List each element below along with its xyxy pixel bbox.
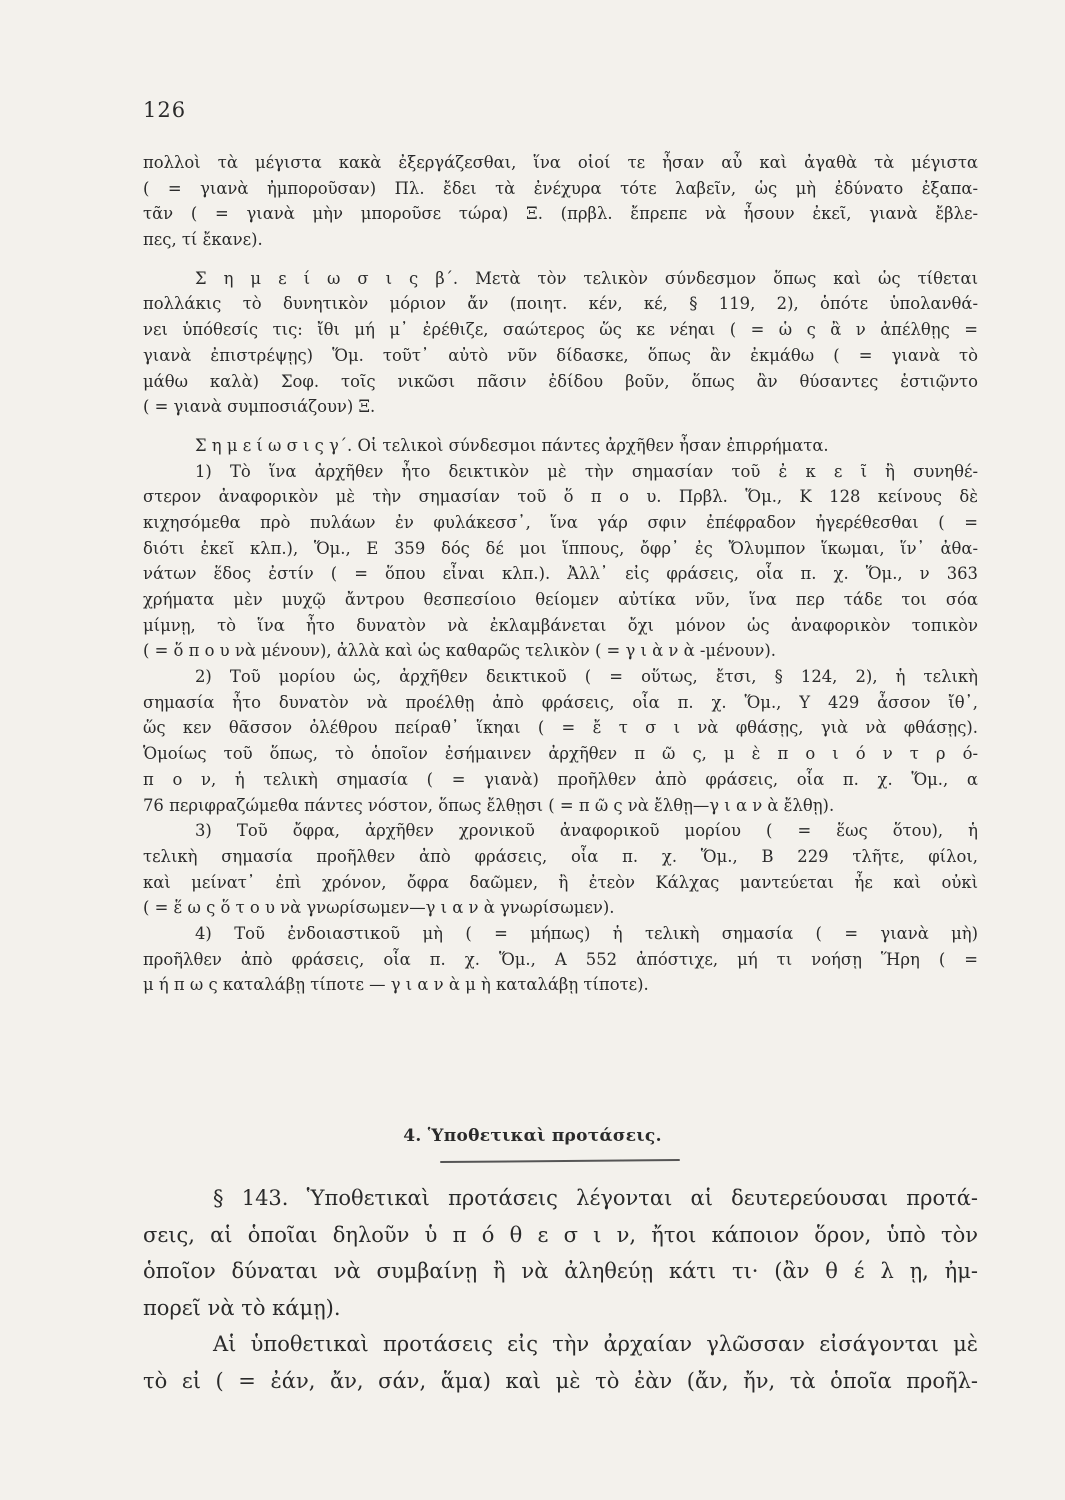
text-line: κιχησόμεθα πρὸ πυλάων ἐν φυλάκεσσ᾽, ἵνα γάρ σφιν ἐπέφραδον ἠγερέθεσθαι ( = — [143, 512, 978, 532]
text-line: πολλοὶ τὰ μέγιστα κακὰ ἐξεργάζεσθαι, ἵνα οἱοί τε ἦσαν αὖ καὶ ἀγαθὰ τὰ μέγιστα — [143, 153, 978, 172]
text-line: ( = γιανὰ ἠμποροῦσαν) Πλ. ἔδει τὰ ἐνέχυρα τότε λαβεῖν, ὡς μὴ ἐδύνατο ἐξαπα- — [143, 178, 978, 198]
text-line: διότι ἐκεῖ κλπ.), Ὅμ., Ε 359 δός δέ μοι ἵππους, ὄφρ᾽ ἐς Ὄλυμπον ἵκωμαι, ἵν᾽ ἀθα- — [143, 538, 978, 558]
text-line: τᾶν ( = γιανὰ μὴν μποροῦσε τώρα) Ξ. (πρβλ. ἔπρεπε νὰ ἦσουν ἐκεῖ, γιανὰ ἔβλε- — [143, 204, 978, 224]
text-line: ( = ὅ π ο υ νὰ μένουν), ἀλλὰ καὶ ὡς καθαρῶς τελικὸν ( = γ ι ὰ ν ὰ -μένουν). — [143, 641, 776, 661]
text-line: ( = γιανὰ συμποσιάζουν) Ξ. — [143, 397, 376, 417]
section-heading: 4. Ὑποθετικαὶ προτάσεις. — [403, 1126, 662, 1146]
text-line: ὁποῖον δύναται νὰ συμβαίνῃ ἢ νὰ ἀληθεύῃ κάτι τι· (ἂν θ έ λ ῃ, ἠμ- — [143, 1259, 978, 1283]
text-line: τὸ εἰ ( = ἐάν, ἄν, σάν, ἅμα) καὶ μὲ τὸ ἐὰν (ἄν, ἤν, τὰ ὁποῖα προῆλ- — [143, 1368, 978, 1393]
text-line: Ὁμοίως τοῦ ὅπως, τὸ ὁποῖον ἐσήμαινεν ἀρχῆθεν π ῶ ς, μ ὲ π ο ι ό ν τ ρ ό- — [143, 744, 978, 764]
text-line: μ ή π ω ς καταλάβῃ τίποτε — γ ι α ν ὰ μ ὴ καταλάβῃ τίποτε). — [143, 975, 649, 995]
notes-text-block — [143, 150, 978, 998]
text-line: γιανὰ ἐπιστρέψῃς) Ὅμ. τοῦτ᾽ αὐτὸ νῦν δίδασκε, ὅπως ἂν ἐκμάθω ( = γιανὰ τὸ — [143, 345, 978, 365]
paragraph-gap — [143, 253, 978, 266]
text-line: μίμνῃ, τὸ ἵνα ἦτο δυνατὸν νὰ ἐκλαμβάνεται ὄχι μόνον ὡς ἀναφορικὸν τοπικὸν — [143, 615, 978, 635]
text-line: καὶ μείνατ᾽ ἐπὶ χρόνον, ὄφρα δαῶμεν, ἢ ἐτεὸν Κάλχας μαντεύεται ἦε καὶ οὐκὶ — [143, 872, 978, 892]
page-number: 126 — [143, 98, 187, 122]
text-line: π ο ν, ἡ τελικὴ σημασία ( = γιανὰ) προῆλθεν ἀπὸ φράσεις, οἷα π. χ. Ὅμ., α — [143, 769, 978, 789]
text-line: ( = ἕ ω ς ὅ τ ο υ νὰ γνωρίσωμεν—γ ι α ν ὰ γνωρίσωμεν). — [143, 898, 615, 918]
text-line: 3) Τοῦ ὄφρα, ἀρχῆθεν χρονικοῦ ἀναφορικοῦ μορίου ( = ἕως ὅτου), ἡ — [195, 821, 978, 841]
text-line: χρήματα μὲν μυχῷ ἄντρου θεσπεσίοιο θείομεν αὐτίκα νῦν, ἵνα περ τάδε τοι σόα — [143, 590, 978, 609]
text-line: πες, τί ἔκανε). — [143, 230, 263, 250]
text-line: 2) Τοῦ μορίου ὡς, ἀρχῆθεν δεικτικοῦ ( = οὕτως, ἔτσι, § 124, 2), ἡ τελικὴ — [195, 667, 978, 687]
text-line: προῆλθεν ἀπὸ φράσεις, οἷα π. χ. Ὅμ., Α 552 ἀπόστιχε, μή τι νοήσῃ Ἥρη ( = — [143, 949, 978, 969]
text-line: 1) Τὸ ἵνα ἀρχῆθεν ἦτο δεικτικὸν μὲ τὴν σημασίαν τοῦ ἐ κ ε ῖ ἢ συνηθέ- — [195, 461, 978, 481]
text-line: σεις, αἱ ὁποῖαι δηλοῦν ὑ π ό θ ε σ ι ν, ἤτοι κάποιον ὅρον, ὑπὸ τὸν — [143, 1222, 978, 1247]
text-line: πολλάκις τὸ δυνητικὸν μόριον ἄν (ποιητ. κέν, κέ, § 119, 2), ὁπότε ὑπολανθά- — [143, 294, 978, 314]
text-line: § 143. Ὑποθετικαὶ προτάσεις λέγονται αἱ δευτερεύουσαι προτά- — [213, 1186, 978, 1210]
text-line: νει ὑπόθεσίς τις: ἴθι μή μ᾽ ἐρέθιζε, σαώτερος ὥς κε νέηαι ( = ὡ ς ἂ ν ἀπέλθῃς = — [143, 320, 978, 340]
text-line: 76 περιφραζώμεθα πάντες νόστον, ὅπως ἔλθῃσι ( = π ῶ ς νὰ ἔλθῃ—γ ι α ν ὰ ἔλθῃ). — [143, 795, 835, 815]
text-line: Σ η μ ε ί ω σ ι ς β΄. Μετὰ τὸν τελικὸν σύνδεσμον ὅπως καὶ ὡς τίθεται — [195, 268, 978, 288]
text-line: πορεῖ νὰ τὸ κάμῃ). — [143, 1295, 341, 1320]
text-line: σημασία ἦτο δυνατὸν νὰ προέλθῃ ἀπὸ φράσεις, οἷα π. χ. Ὅμ., Υ 429 ἆσσον ἴθ᾽, — [143, 692, 978, 712]
text-line: Σ η μ ε ί ω σ ι ς γ΄. Οἱ τελικοὶ σύνδεσμοι πάντες ἀρχῆθεν ἦσαν ἐπιρρήματα. — [195, 435, 829, 455]
text-line: ὥς κεν θᾶσσον ὀλέθρου πείραθ᾽ ἵκηαι ( = ἔ τ σ ι νὰ φθάσῃς, γιὰ νὰ φθάσῃς). — [143, 718, 978, 738]
paragraph-gap — [143, 420, 978, 433]
text-line: 4) Τοῦ ἐνδοιαστικοῦ μὴ ( = μήπως) ἡ τελικὴ σημασία ( = γιανὰ μὴ) — [195, 923, 978, 943]
heading-underline — [440, 1159, 680, 1163]
section-text-block — [143, 1180, 978, 1399]
text-line: νάτων ἕδος ἐστίν ( = ὅπου εἶναι κλπ.). Ἀλλ᾽ εἰς φράσεις, οἷα π. χ. Ὅμ., ν 363 — [143, 564, 978, 584]
text-line: μάθω καλὰ) Σοφ. τοῖς νικῶσι πᾶσιν ἐδίδου βοῦν, ὅπως ἂν θύσαντες ἑστιῷντο — [143, 371, 978, 391]
text-line: Αἱ ὑποθετικαὶ προτάσεις εἰς τὴν ἀρχαίαν γλῶσσαν εἰσάγονται μὲ — [213, 1332, 978, 1356]
text-line: τελικὴ σημασία προῆλθεν ἀπὸ φράσεις, οἷα π. χ. Ὅμ., Β 229 τλῆτε, φίλοι, — [143, 846, 978, 866]
text-line: στερον ἀναφορικὸν μὲ τὴν σημασίαν τοῦ ὅ π ο υ. Πρβλ. Ὅμ., Κ 128 κείνους δὲ — [143, 487, 978, 507]
